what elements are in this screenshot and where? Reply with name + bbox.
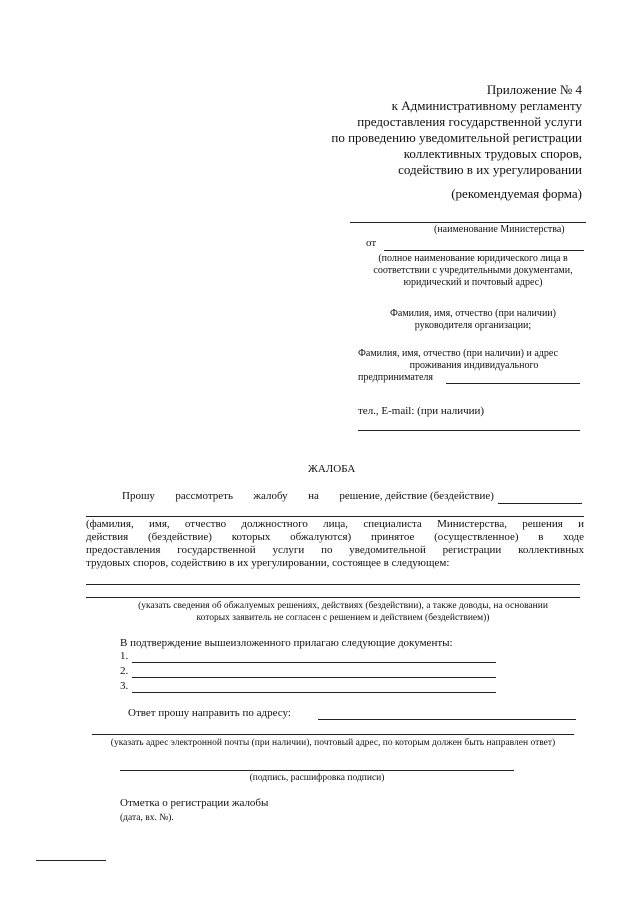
header-line: предоставления государственной услуги — [357, 114, 582, 129]
attachment-line — [132, 662, 496, 663]
attachment-line — [132, 677, 496, 678]
signature-caption: (подпись, расшифровка подписи) — [249, 773, 385, 783]
form-note: (рекомендуемая форма) — [451, 186, 582, 201]
contacts-label: тел., E-mail: (при наличии) — [358, 405, 485, 417]
entrepreneur-caption: Фамилия, имя, отчество (при наличии) и адрес проживания индивидуального предпринимателя — [358, 348, 558, 383]
entrepreneur-line — [446, 383, 580, 384]
reply-line — [318, 719, 576, 720]
head-caption: Фамилия, имя, отчество (при наличии) руководителя организации; — [390, 308, 556, 331]
reply-caption: (указать адрес электронной почты (при наличии), почтовый адрес, по которым должен быть направлен ответ) — [110, 738, 556, 748]
attachment-item: 1. — [120, 650, 129, 662]
explain-caption: (указать сведения об обжалуемых решениях, действиях (бездействии), а также доводы, на основании которых заявитель не согласен с решением и действием (бездействием)) — [138, 601, 548, 623]
legal-caption: (полное наименование юридического лица в соответствии с учредительными документами, юридический и почтовый адрес) — [373, 253, 573, 288]
request-fill-line-2 — [86, 516, 584, 517]
header-line: коллективных трудовых споров, — [403, 146, 582, 161]
registration-caption: (дата, вх. №). — [120, 813, 174, 823]
attachment-item: 3. — [120, 680, 129, 692]
registration-label: Отметка о регистрации жалобы — [120, 797, 269, 809]
attachment-item: 2. — [120, 665, 129, 677]
reply-label: Ответ прошу направить по адресу: — [128, 707, 291, 719]
from-line — [384, 250, 584, 251]
signature-line — [120, 770, 514, 771]
explain-line-1 — [86, 584, 580, 585]
complaint-title: ЖАЛОБА — [308, 463, 356, 475]
contacts-line — [358, 430, 580, 431]
header-line: по проведению уведомительной регистрации — [331, 130, 582, 145]
header-line: содействию в их урегулировании — [398, 162, 582, 177]
request-line: Прошу рассмотреть жалобу на решение, действие (бездействие) — [122, 490, 494, 502]
request-fill-line — [498, 503, 582, 504]
attachments-label: В подтверждение вышеизложенного прилагаю следующие документы: — [120, 637, 453, 649]
ministry-line — [350, 222, 586, 223]
explain-line-2 — [86, 597, 580, 598]
attachment-line — [132, 692, 496, 693]
complaint-body: (фамилия, имя, отчество должностного лица, специалиста Министерства, решения и действия (бездействие) которых обжалуются) принятое (осуществленное) в ходе предоставления государственной услуги по уведомительной регистрации коллективных трудовых споров, содействию в их урегулировании, состоящее в следующем: — [86, 518, 584, 569]
appendix-header — [242, 82, 582, 178]
ministry-caption: (наименование Министерства) — [434, 224, 565, 235]
header-line: Приложение № 4 — [486, 82, 582, 97]
from-label: от — [366, 237, 377, 249]
header-line: к Административному регламенту — [391, 98, 582, 113]
reply-line-2 — [92, 734, 574, 735]
footnote-rule — [36, 860, 106, 861]
